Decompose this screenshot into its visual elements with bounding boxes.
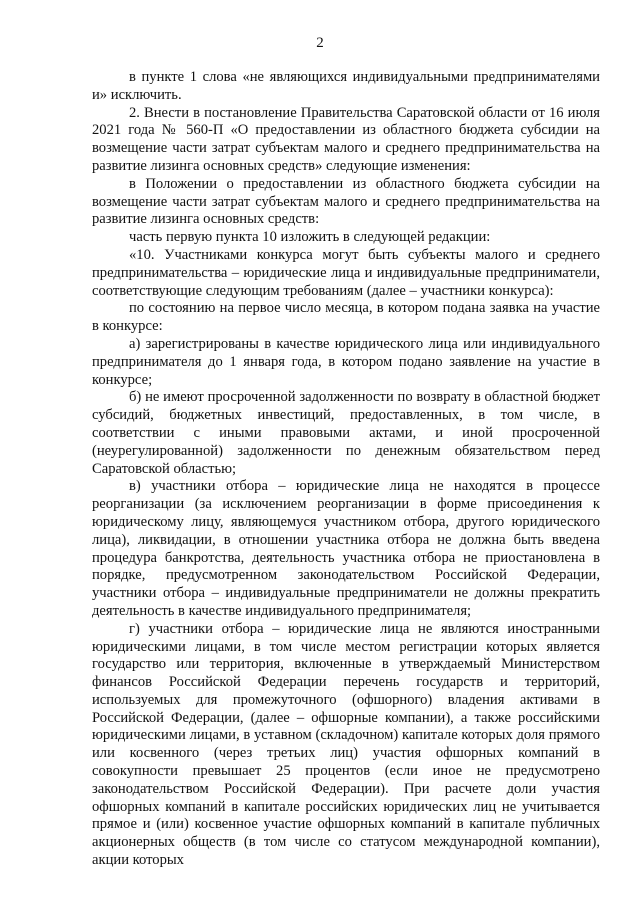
- paragraph: 2. Внести в постановление Правительства Саратовской области от 16 июля 2021 года № 560-П «О предоставлении из областного бюджета субсидии на возмещение части затрат субъектам малого и среднего предпринимательства на развитие лизинга основных средств» следующие изменения:: [92, 104, 600, 174]
- paragraph: по состоянию на первое число месяца, в котором подана заявка на участие в конкурсе:: [92, 300, 600, 335]
- paragraph: в пункте 1 слова «не являющихся индивидуальными предпринимателями и» исключить.: [92, 69, 600, 103]
- page-number: 2: [316, 35, 324, 51]
- document-body: [92, 69, 600, 870]
- paragraph: в) участники отбора – юридические лица не находятся в процессе реорганизации (за исключением реорганизации в форме присоединения к юридическому лицу, являющемуся участником отбора, другого юридического лица), ликвидации, в отношении участника отбора не должна быть введена процедура банкротства, деятельность участника отбора не приостановлена в порядке, предусмотренном законодательством Российской Федерации, участники отбора – индивидуальные предприниматели не должны прекратить деятельность в качестве индивидуального предпринимателя;: [92, 478, 600, 619]
- paragraph: в Положении о предоставлении из областного бюджета субсидии на возмещение части затрат субъектам малого и среднего предпринимательства на развитие лизинга основных средств:: [92, 175, 600, 228]
- paragraph: г) участники отбора – юридические лица не являются иностранными юридическими лицами, в том числе местом регистрации которых является государство или территория, включенные в утверждаемый Министерством финансов Российской Федерации перечень государств и территорий, используемых для промежуточного (офшорного) владения активами в Российской Федерации, (далее – офшорные компании), а также российскими юридическими лицами, в уставном (складочном) капитале которых доля прямого или косвенного (через третьих лиц) участия офшорных компаний в совокупности превышает 25 процентов (если иное не предусмотрено законодательством Российской Федерации). При расчете доли участия офшорных компаний в капитале российских юридических лиц не учитывается прямое и (или) косвенное участие офшорных компаний в капитале публичных акционерных обществ (в том числе со статусом международной компании), акции которых: [92, 620, 600, 869]
- paragraph: б) не имеют просроченной задолженности по возврату в областной бюджет субсидий, бюджетных инвестиций, предоставленных, в том числе, в соответствии с иными правовыми актами, и иной просроченной (неурегулированной) задолженности по денежным обязательством перед Саратовской областью;: [92, 389, 600, 477]
- paragraph: часть первую пункта 10 изложить в следующей редакции:: [129, 229, 491, 246]
- paragraph: а) зарегистрированы в качестве юридического лица или индивидуального предпринимателя до 1 января года, в котором подано заявление на участие в конкурсе;: [92, 335, 600, 388]
- paragraph: «10. Участниками конкурса могут быть субъекты малого и среднего предпринимательства – юридические лица и индивидуальные предприниматели, соответствующие следующим требованиям (далее – участники конкурса):: [92, 246, 600, 299]
